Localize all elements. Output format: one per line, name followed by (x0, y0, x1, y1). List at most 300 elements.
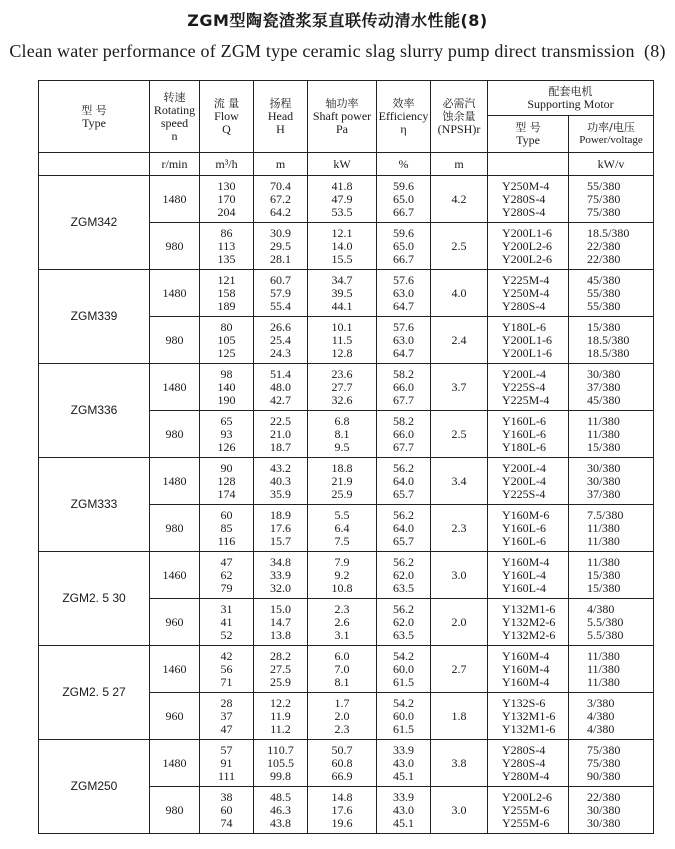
shaft-power-cell-value: 17.6 (331, 802, 353, 817)
motor-power-cell-value: 11/380 (587, 648, 620, 663)
head-cell-value: 28.2 (270, 648, 291, 663)
motor-power-cell (569, 505, 654, 552)
shaft-power-cell-value: 7.9 (334, 554, 350, 569)
header-mpower-cn: 功率/电压 (587, 121, 635, 134)
motor-type-cell-value: Y160L-6 (502, 426, 546, 441)
motor-power-cell-value: 55/380 (587, 298, 621, 313)
shaft-power-cell-value: 6.4 (334, 520, 350, 535)
flow-cell (200, 599, 254, 646)
head-cell (254, 552, 308, 599)
performance-table (38, 80, 654, 834)
head-cell-value: 26.6 (270, 319, 291, 334)
flow-cell-value: 65 (220, 413, 233, 428)
motor-type-cell-value: Y225S-4 (502, 379, 546, 394)
head-cell-value: 15.0 (270, 601, 291, 616)
efficiency-cell (377, 317, 431, 364)
efficiency-cell (377, 646, 431, 693)
flow-cell-value: 56 (220, 661, 233, 676)
efficiency-cell (377, 270, 431, 317)
shaft-power-cell-value: 32.6 (331, 392, 353, 407)
motor-type-cell (488, 317, 569, 364)
npsh-cell: 2.5 (431, 411, 488, 458)
shaft-power-cell-value: 9.2 (334, 567, 350, 582)
head-cell-value: 25.4 (270, 332, 291, 347)
flow-cell-value: 79 (220, 580, 233, 595)
shaft-power-cell-value: 5.5 (334, 507, 350, 522)
shaft-power-cell-value: 14.0 (331, 238, 353, 253)
flow-cell-value: 71 (220, 674, 233, 689)
efficiency-cell-value: 59.6 (393, 225, 414, 240)
motor-type-cell-value: Y200L1-6 (502, 345, 552, 360)
header-motor-en: Supporting Motor (527, 97, 614, 111)
efficiency-cell-value: 57.6 (393, 319, 414, 334)
header-type-en: Type (82, 115, 106, 130)
motor-power-cell-value: 55/380 (587, 285, 621, 300)
head-cell (254, 458, 308, 505)
motor-type-cell (488, 176, 569, 223)
motor-type-cell (488, 599, 569, 646)
flow-cell (200, 223, 254, 270)
head-cell (254, 317, 308, 364)
efficiency-cell-value: 58.2 (393, 413, 414, 428)
head-cell-value: 25.9 (270, 674, 291, 689)
flow-cell (200, 505, 254, 552)
efficiency-cell-value: 60.0 (393, 661, 414, 676)
head-cell-value: 67.2 (270, 191, 291, 206)
motor-type-cell (488, 270, 569, 317)
efficiency-cell-value: 65.7 (393, 533, 414, 548)
npsh-cell: 2.0 (431, 599, 488, 646)
shaft-power-cell (308, 740, 377, 787)
motor-type-cell (488, 411, 569, 458)
header-motor-type (488, 116, 569, 153)
motor-power-cell-value: 75/380 (587, 191, 621, 206)
speed-cell: 960 (150, 599, 200, 646)
efficiency-cell-value: 62.0 (393, 614, 414, 629)
efficiency-cell-value: 66.0 (393, 379, 414, 394)
head-cell-value: 51.4 (270, 366, 291, 381)
head-cell-value: 27.5 (270, 661, 291, 676)
head-cell-value: 11.9 (270, 708, 291, 723)
flow-cell-value: 121 (217, 272, 236, 287)
flow-cell (200, 693, 254, 740)
speed-cell: 980 (150, 317, 200, 364)
shaft-power-cell-value: 41.8 (331, 178, 353, 193)
flow-cell-value: 28 (220, 695, 233, 710)
head-cell (254, 505, 308, 552)
motor-power-cell-value: 45/380 (587, 392, 621, 407)
shaft-power-cell-value: 39.5 (331, 285, 353, 300)
shaft-power-cell (308, 176, 377, 223)
head-cell-value: 57.9 (270, 285, 291, 300)
header-npsh (431, 81, 488, 153)
flow-cell-value: 85 (220, 520, 233, 535)
speed-cell: 1480 (150, 740, 200, 787)
flow-cell-value: 204 (217, 204, 236, 219)
motor-power-cell (569, 740, 654, 787)
head-cell-value: 70.4 (270, 178, 291, 193)
shaft-power-cell-value: 8.1 (334, 674, 350, 689)
motor-type-cell (488, 646, 569, 693)
head-cell-value: 105.5 (267, 755, 294, 770)
motor-type-cell-value: Y200L-4 (502, 366, 546, 381)
shaft-power-cell-value: 6.0 (334, 648, 350, 663)
motor-type-cell (488, 787, 569, 834)
efficiency-cell (377, 693, 431, 740)
head-cell-value: 28.1 (270, 251, 291, 266)
header-mtype-en: Type (516, 133, 540, 147)
motor-power-cell-value: 4/380 (587, 708, 615, 723)
motor-power-cell-value: 5.5/380 (587, 627, 624, 642)
shaft-power-cell-value: 44.1 (331, 298, 353, 313)
flow-cell-value: 125 (217, 345, 236, 360)
flow-cell-value: 158 (217, 285, 236, 300)
efficiency-cell-value: 45.1 (393, 815, 414, 830)
flow-cell (200, 317, 254, 364)
efficiency-cell-value: 66.0 (393, 426, 414, 441)
motor-power-cell-value: 3/380 (587, 695, 615, 710)
motor-type-cell-value: Y200L2-6 (502, 789, 552, 804)
header-head-en: Head (267, 109, 294, 123)
efficiency-cell-value: 45.1 (393, 768, 414, 783)
efficiency-cell-value: 63.0 (393, 332, 414, 347)
header-motor-power (569, 116, 654, 153)
header-head-sym: H (276, 122, 285, 136)
motor-type-cell-value: Y160L-6 (502, 413, 546, 428)
shaft-power-cell-value: 10.8 (331, 580, 353, 595)
shaft-power-cell-value: 6.8 (334, 413, 350, 428)
motor-type-cell-value: Y132M2-6 (502, 614, 556, 629)
motor-power-cell-value: 30/380 (587, 802, 621, 817)
pump-model-cell: ZGM342 (39, 176, 150, 270)
efficiency-cell-value: 67.7 (393, 392, 414, 407)
efficiency-cell-value: 64.7 (393, 345, 414, 360)
shaft-power-cell-value: 2.6 (334, 614, 350, 629)
motor-type-cell-value: Y160M-6 (502, 507, 550, 522)
units-type-blank (39, 153, 150, 176)
motor-type-cell-value: Y132M1-6 (502, 601, 556, 616)
header-npsh-cn1: 必需汽 (442, 97, 476, 110)
motor-type-cell-value: Y160L-4 (502, 580, 546, 595)
efficiency-cell-value: 43.0 (393, 802, 414, 817)
speed-cell: 1480 (150, 458, 200, 505)
table-row (39, 740, 654, 787)
motor-power-cell-value: 18.5/380 (587, 332, 630, 347)
flow-cell-value: 91 (220, 755, 233, 770)
shaft-power-cell-value: 12.1 (331, 225, 353, 240)
flow-cell-value: 41 (220, 614, 233, 629)
speed-cell: 980 (150, 787, 200, 834)
motor-power-cell-value: 11/380 (587, 520, 620, 535)
motor-power-cell-value: 30/380 (587, 366, 621, 381)
efficiency-cell (377, 223, 431, 270)
motor-power-cell (569, 787, 654, 834)
flow-cell (200, 176, 254, 223)
pump-model-cell: ZGM333 (39, 458, 150, 552)
head-cell (254, 176, 308, 223)
flow-cell-value: 31 (220, 601, 233, 616)
document-title-chinese: ZGM型陶瓷渣浆泵直联传动清水性能(8) (187, 11, 488, 30)
motor-type-cell-value: Y160M-4 (502, 674, 550, 689)
efficiency-cell-value: 56.2 (393, 601, 414, 616)
shaft-power-cell-value: 11.5 (331, 332, 353, 347)
head-cell-value: 110.7 (267, 742, 294, 757)
npsh-cell: 3.0 (431, 787, 488, 834)
speed-cell: 980 (150, 411, 200, 458)
header-npsh-cn2: 蚀余量 (442, 110, 476, 123)
motor-type-cell-value: Y255M-6 (502, 815, 550, 830)
motor-type-cell-value: Y200L1-6 (502, 225, 552, 240)
motor-power-cell-value: 18.5/380 (587, 345, 630, 360)
table-row (39, 270, 654, 317)
motor-power-cell (569, 364, 654, 411)
flow-cell-value: 37 (220, 708, 233, 723)
head-cell-value: 60.7 (270, 272, 291, 287)
unit-npsh: m (431, 153, 488, 176)
flow-cell-value: 126 (217, 439, 236, 454)
pump-model-cell: ZGM339 (39, 270, 150, 364)
head-cell-value: 21.0 (270, 426, 291, 441)
motor-power-cell-value: 37/380 (587, 486, 621, 501)
efficiency-cell (377, 458, 431, 505)
motor-power-cell-value: 15/380 (587, 567, 621, 582)
document-title-english: Clean water performance of ZGM type ceramic slag slurry pump direct transmission (8) (9, 41, 666, 61)
motor-power-cell-value: 37/380 (587, 379, 621, 394)
motor-power-cell-value: 75/380 (587, 204, 621, 219)
flow-cell-value: 116 (217, 533, 236, 548)
motor-power-cell-value: 11/380 (587, 674, 620, 689)
table-row (39, 646, 654, 693)
header-eff-en: Efficiency (378, 109, 429, 123)
npsh-cell: 3.4 (431, 458, 488, 505)
shaft-power-cell-value: 2.3 (334, 601, 350, 616)
npsh-cell: 4.2 (431, 176, 488, 223)
head-cell-value: 43.8 (270, 815, 291, 830)
head-cell-value: 18.9 (270, 507, 291, 522)
shaft-power-cell (308, 317, 377, 364)
motor-power-cell (569, 599, 654, 646)
motor-power-cell-value: 22/380 (587, 238, 621, 253)
head-cell-value: 24.3 (270, 345, 291, 360)
header-flow (200, 81, 254, 153)
head-cell-value: 48.0 (270, 379, 291, 394)
efficiency-cell-value: 33.9 (393, 742, 414, 757)
flow-cell-value: 128 (217, 473, 236, 488)
shaft-power-cell (308, 787, 377, 834)
flow-cell-value: 130 (217, 178, 236, 193)
flow-cell-value: 190 (217, 392, 236, 407)
efficiency-cell-value: 33.9 (393, 789, 414, 804)
motor-power-cell-value: 55/380 (587, 178, 621, 193)
shaft-power-cell (308, 646, 377, 693)
motor-type-cell (488, 364, 569, 411)
motor-type-cell (488, 505, 569, 552)
flow-cell (200, 787, 254, 834)
npsh-cell: 2.4 (431, 317, 488, 364)
motor-type-cell-value: Y255M-6 (502, 802, 550, 817)
unit-power: kW (308, 153, 377, 176)
efficiency-cell-value: 65.0 (393, 238, 414, 253)
motor-type-cell-value: Y280S-4 (502, 191, 546, 206)
shaft-power-cell-value: 9.5 (334, 439, 350, 454)
efficiency-cell-value: 64.0 (393, 520, 414, 535)
efficiency-cell-value: 61.5 (393, 721, 414, 736)
head-cell-value: 15.7 (270, 533, 291, 548)
shaft-power-cell-value: 1.7 (334, 695, 350, 710)
head-cell-value: 14.7 (270, 614, 291, 629)
flow-cell-value: 113 (217, 238, 236, 253)
head-cell (254, 223, 308, 270)
head-cell (254, 364, 308, 411)
flow-cell-value: 111 (217, 768, 236, 783)
motor-type-cell-value: Y200L2-6 (502, 251, 552, 266)
motor-power-cell-value: 7.5/380 (587, 507, 624, 522)
flow-cell (200, 646, 254, 693)
header-type (39, 81, 150, 153)
npsh-cell: 1.8 (431, 693, 488, 740)
shaft-power-cell-value: 18.8 (331, 460, 353, 475)
npsh-cell: 3.8 (431, 740, 488, 787)
motor-type-cell-value: Y132M2-6 (502, 627, 556, 642)
motor-type-cell-value: Y132M1-6 (502, 708, 556, 723)
motor-type-cell-value: Y160M-4 (502, 661, 550, 676)
head-cell-value: 33.9 (270, 567, 291, 582)
head-cell-value: 17.6 (270, 520, 291, 535)
flow-cell-value: 74 (220, 815, 233, 830)
efficiency-cell-value: 59.6 (393, 178, 414, 193)
efficiency-cell (377, 364, 431, 411)
units-motor-type-blank (488, 153, 569, 176)
shaft-power-cell-value: 15.5 (331, 251, 353, 266)
flow-cell-value: 135 (217, 251, 236, 266)
motor-power-cell-value: 15/380 (587, 319, 621, 334)
flow-cell (200, 411, 254, 458)
head-cell-value: 34.8 (270, 554, 291, 569)
motor-power-cell-value: 15/380 (587, 580, 621, 595)
header-flow-sym: Q (222, 122, 231, 136)
head-cell-value: 48.5 (270, 789, 291, 804)
motor-type-cell-value: Y132M1-6 (502, 721, 556, 736)
motor-power-cell (569, 223, 654, 270)
shaft-power-cell-value: 2.3 (334, 721, 350, 736)
efficiency-cell-value: 58.2 (393, 366, 414, 381)
speed-cell: 960 (150, 693, 200, 740)
motor-type-cell-value: Y225S-4 (502, 486, 546, 501)
head-cell-value: 13.8 (270, 627, 291, 642)
motor-type-cell-value: Y180L-6 (502, 319, 546, 334)
shaft-power-cell-value: 23.6 (331, 366, 353, 381)
motor-power-cell-value: 90/380 (587, 768, 621, 783)
motor-type-cell (488, 693, 569, 740)
motor-power-cell-value: 18.5/380 (587, 225, 630, 240)
motor-type-cell-value: Y200L2-6 (502, 238, 552, 253)
shaft-power-cell-value: 3.1 (334, 627, 350, 642)
motor-power-cell-value: 30/380 (587, 460, 621, 475)
motor-power-cell (569, 270, 654, 317)
head-cell-value: 22.5 (270, 413, 291, 428)
table-row (39, 552, 654, 599)
motor-type-cell-value: Y200L-4 (502, 460, 546, 475)
motor-power-cell (569, 552, 654, 599)
shaft-power-cell-value: 50.7 (331, 742, 353, 757)
speed-cell: 1460 (150, 646, 200, 693)
flow-cell (200, 270, 254, 317)
flow-cell-value: 80 (220, 319, 233, 334)
header-motor-cn: 配套电机 (548, 85, 593, 98)
shaft-power-cell-value: 7.0 (334, 661, 350, 676)
header-shaft-power (308, 81, 377, 153)
motor-power-cell (569, 458, 654, 505)
header-power-cn: 轴功率 (325, 97, 359, 110)
head-cell-value: 30.9 (270, 225, 291, 240)
flow-cell-value: 86 (220, 225, 233, 240)
flow-cell-value: 47 (220, 554, 233, 569)
unit-efficiency: % (377, 153, 431, 176)
speed-cell: 980 (150, 505, 200, 552)
shaft-power-cell (308, 411, 377, 458)
motor-power-cell-value: 75/380 (587, 755, 621, 770)
flow-cell-value: 60 (220, 507, 233, 522)
motor-power-cell-value: 11/380 (587, 533, 620, 548)
head-cell (254, 693, 308, 740)
efficiency-cell-value: 56.2 (393, 507, 414, 522)
flow-cell-value: 189 (217, 298, 236, 313)
efficiency-cell-value: 65.7 (393, 486, 414, 501)
head-cell-value: 12.2 (270, 695, 291, 710)
motor-type-cell (488, 740, 569, 787)
efficiency-cell-value: 66.7 (393, 251, 414, 266)
head-cell-value: 35.9 (270, 486, 291, 501)
efficiency-cell-value: 54.2 (393, 695, 414, 710)
efficiency-cell (377, 176, 431, 223)
performance-table-body (39, 176, 654, 834)
head-cell-value: 42.7 (270, 392, 291, 407)
head-cell-value: 99.8 (270, 768, 291, 783)
npsh-cell: 2.3 (431, 505, 488, 552)
motor-type-cell-value: Y280S-4 (502, 755, 546, 770)
efficiency-cell-value: 57.6 (393, 272, 414, 287)
efficiency-cell-value: 56.2 (393, 460, 414, 475)
shaft-power-cell-value: 34.7 (331, 272, 353, 287)
shaft-power-cell-value: 60.8 (331, 755, 353, 770)
motor-type-cell-value: Y200L-4 (502, 473, 546, 488)
efficiency-cell (377, 740, 431, 787)
motor-type-cell-value: Y280S-4 (502, 742, 546, 757)
efficiency-cell-value: 64.0 (393, 473, 414, 488)
efficiency-cell-value: 61.5 (393, 674, 414, 689)
speed-cell: 1480 (150, 176, 200, 223)
efficiency-cell-value: 63.5 (393, 627, 414, 642)
motor-power-cell (569, 317, 654, 364)
header-flow-en: Flow (214, 109, 239, 123)
efficiency-cell-value: 66.7 (393, 204, 414, 219)
efficiency-cell-value: 67.7 (393, 439, 414, 454)
efficiency-cell-value: 54.2 (393, 648, 414, 663)
motor-power-cell-value: 11/380 (587, 554, 620, 569)
header-power-sym: Pa (336, 122, 348, 136)
header-speed-sym: n (171, 128, 178, 143)
shaft-power-cell-value: 10.1 (331, 319, 353, 334)
motor-power-cell-value: 15/380 (587, 439, 621, 454)
efficiency-cell-value: 43.0 (393, 755, 414, 770)
shaft-power-cell-value: 12.8 (331, 345, 353, 360)
motor-power-cell-value: 22/380 (587, 789, 621, 804)
header-npsh-sym: (NPSH)r (437, 122, 481, 136)
efficiency-cell-value: 63.5 (393, 580, 414, 595)
motor-type-cell-value: Y160M-4 (502, 648, 550, 663)
motor-power-cell (569, 693, 654, 740)
motor-type-cell-value: Y200L1-6 (502, 332, 552, 347)
